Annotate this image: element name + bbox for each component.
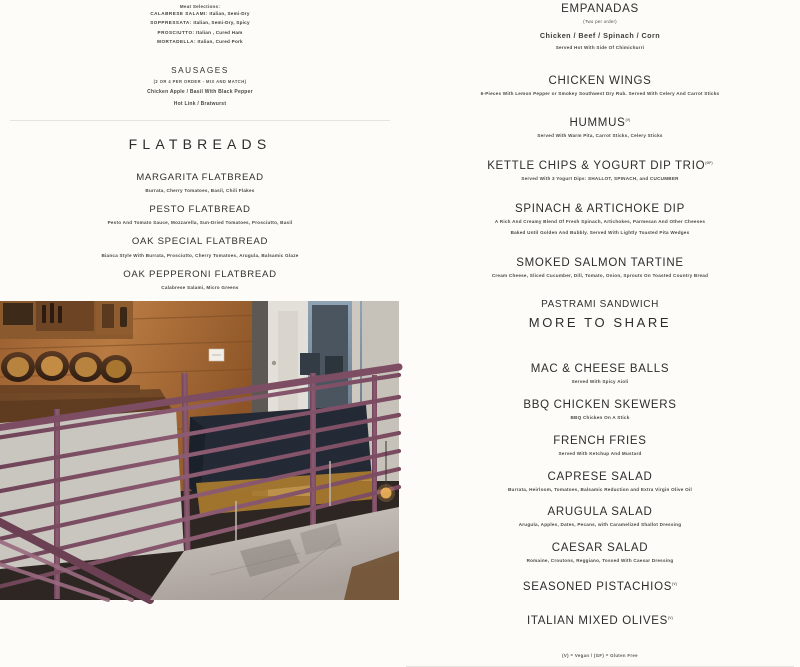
dietary-marker: (V) [672, 582, 678, 587]
item-desc: Burrata, Heirloom, Tomatoes, Balsamic Reduction and Extra Virgin Olive Oil [507, 486, 692, 492]
meat-selections-heading: Meat Selections: [179, 4, 221, 9]
flatbread-desc: Pesto And Tomato Sauce, Mozzarella, Sun-Dried Tomatoes, Prosciutto, Basil [107, 220, 293, 226]
meat-desc: Italian, Cured Pork [197, 39, 243, 45]
left-column [0, 0, 400, 600]
item-title-wrap [406, 160, 794, 172]
sausages-note: (2 OR 4 PER ORDER - MIX AND MATCH) [153, 78, 247, 84]
item-desc: BBQ Chicken On A Stick [570, 414, 630, 420]
flatbread-item [10, 236, 390, 259]
sausages-block [10, 66, 390, 109]
flatbread-item [10, 172, 390, 195]
flatbread-title: PESTO FLATBREAD [149, 203, 251, 215]
menu-item-chicken-wings [406, 75, 794, 98]
dietary-marker: (V) [625, 118, 631, 123]
meat-name: CALABRESE SALAMI: [150, 11, 208, 16]
menu-item-empanadas [406, 0, 794, 52]
sausages-line-2: Hot Link / Bratwurst [173, 101, 227, 108]
meat-row [10, 18, 390, 27]
item-title: KETTLE CHIPS & YOGURT DIP TRIO [487, 160, 706, 173]
menu-item-bbq-chicken-skewers [406, 399, 794, 422]
item-desc: 6-Pieces With Lemon Pepper or Smokey Southwest Dry Rub. Served With Celery And Carrot Sticks [480, 90, 720, 96]
meat-desc: Italian , Cured Ham [196, 29, 243, 35]
sausages-title: SAUSAGES [171, 65, 229, 75]
menu-item-italian-mixed-olives [406, 615, 794, 627]
flatbreads-heading: FLATBREADS [128, 135, 272, 152]
flatbread-item [10, 204, 390, 227]
menu-item-pastrami-sandwich [406, 299, 794, 310]
meat-row [10, 37, 390, 46]
item-title-wrap [406, 615, 794, 627]
menu-item-seasoned-pistachios [406, 581, 794, 593]
meat-name: SOPPRESSATA: [150, 20, 192, 26]
item-desc: Served Hot With Side Of Chimichurri [555, 44, 645, 50]
item-title: FRENCH FRIES [553, 434, 647, 447]
flatbreads-block [10, 136, 390, 292]
item-desc: Cream Cheese, Sliced Cucumber, Dill, Tomato, Onion, Sprouts On Toasted Country Bread [491, 272, 709, 278]
flatbread-desc: Bianca Style With Burrata, Prosciutto, Cherry Tomatoes, Arugula, Balsamic Glaze [101, 252, 299, 258]
more-to-share-heading: MORE TO SHARE [528, 314, 672, 330]
item-title: CAPRESE SALAD [547, 470, 653, 483]
divider-flatbreads [10, 120, 390, 121]
item-options: Chicken / Beef / Spinach / Corn [539, 30, 661, 40]
meat-row [10, 28, 390, 37]
item-title: PASTRAMI SANDWICH [541, 298, 659, 310]
meat-desc: Italian, Semi-Dry [209, 11, 250, 16]
item-title: EMPANADAS [561, 3, 639, 15]
item-title: MAC & CHEESE BALLS [530, 362, 670, 375]
item-title: BBQ CHICKEN SKEWERS [523, 398, 677, 411]
item-title: SPINACH & ARTICHOKE DIP [515, 203, 685, 216]
item-desc: A Rich And Creamy Blend Of Fresh Spinach, Artichokes, Parmesan And Other Cheeses [494, 219, 706, 225]
item-title: ITALIAN MIXED OLIVES [527, 615, 668, 628]
flatbread-desc: Calabrese Salami, Micro Greens [161, 285, 239, 291]
menu-item-caprese-salad [406, 471, 794, 494]
meat-row [10, 9, 390, 18]
menu-item-french-fries [406, 435, 794, 458]
flatbread-title: OAK SPECIAL FLATBREAD [131, 236, 269, 248]
item-title-wrap [406, 581, 794, 593]
item-title: HUMMUS [569, 117, 626, 130]
item-desc: Romaine, Croutons, Reggiano, Tossed With Caesar Dressing [526, 558, 674, 564]
flatbread-title: MARGARITA FLATBREAD [136, 171, 264, 183]
menu-item-smoked-salmon-tartine [406, 257, 794, 280]
item-desc: Served With 3 Yogurt Dips: SHALLOT, SPINACH, and CUCUMBER [521, 176, 679, 182]
menu-item-hummus [406, 117, 794, 140]
item-desc: Served With Spicy Aioli [571, 378, 629, 384]
item-note: (Two per order) [583, 19, 617, 24]
sausages-line-1: Chicken Apple / Basil With Black Pepper [147, 88, 253, 95]
menu-item-kettle-chips [406, 160, 794, 183]
right-column [400, 0, 800, 659]
meat-name: MORTADELLA: [157, 39, 196, 45]
item-desc: Arugula, Apples, Dates, Pecans, with Caramelized Shallot Dressing [518, 522, 682, 528]
item-desc-2: Baked Until Golden And Bubbly. Served With Lightly Toasted Pita Wedges [510, 230, 690, 236]
item-title: ARUGULA SALAD [547, 506, 653, 519]
meat-name: PROSCIUTTO: [157, 29, 195, 35]
dietary-marker: (GF) [705, 161, 713, 166]
item-title: CHICKEN WINGS [548, 74, 652, 87]
flatbread-desc: Burrata, Cherry Tomatoes, Basil, Chili Flakes [145, 188, 255, 194]
item-desc: Served With Ketchup And Mustard [558, 450, 642, 456]
item-title: CAESAR SALAD [551, 542, 649, 555]
meat-selections-block [10, 0, 390, 47]
flatbread-title: OAK PEPPERONI FLATBREAD [123, 268, 277, 280]
item-title: SEASONED PISTACHIOS [522, 581, 673, 594]
flatbread-item [10, 269, 390, 292]
restaurant-photo [0, 301, 399, 600]
menu-item-mac-cheese-balls [406, 363, 794, 386]
menu-item-arugula-salad [406, 506, 794, 529]
dietary-marker: (V) [667, 616, 673, 621]
dietary-legend: (V) = Vegan / (GF) = Gluten Free [562, 653, 638, 659]
menu-item-spinach-artichoke-dip [406, 203, 794, 237]
item-title: SMOKED SALMON TARTINE [516, 256, 684, 269]
item-title-wrap [406, 117, 794, 129]
meat-desc: Italian, Semi-Dry, Spicy [193, 20, 250, 26]
item-desc: Served With Warm Pita, Carrot Sticks, Celery Sticks [537, 133, 663, 139]
menu-item-caesar-salad [406, 542, 794, 565]
